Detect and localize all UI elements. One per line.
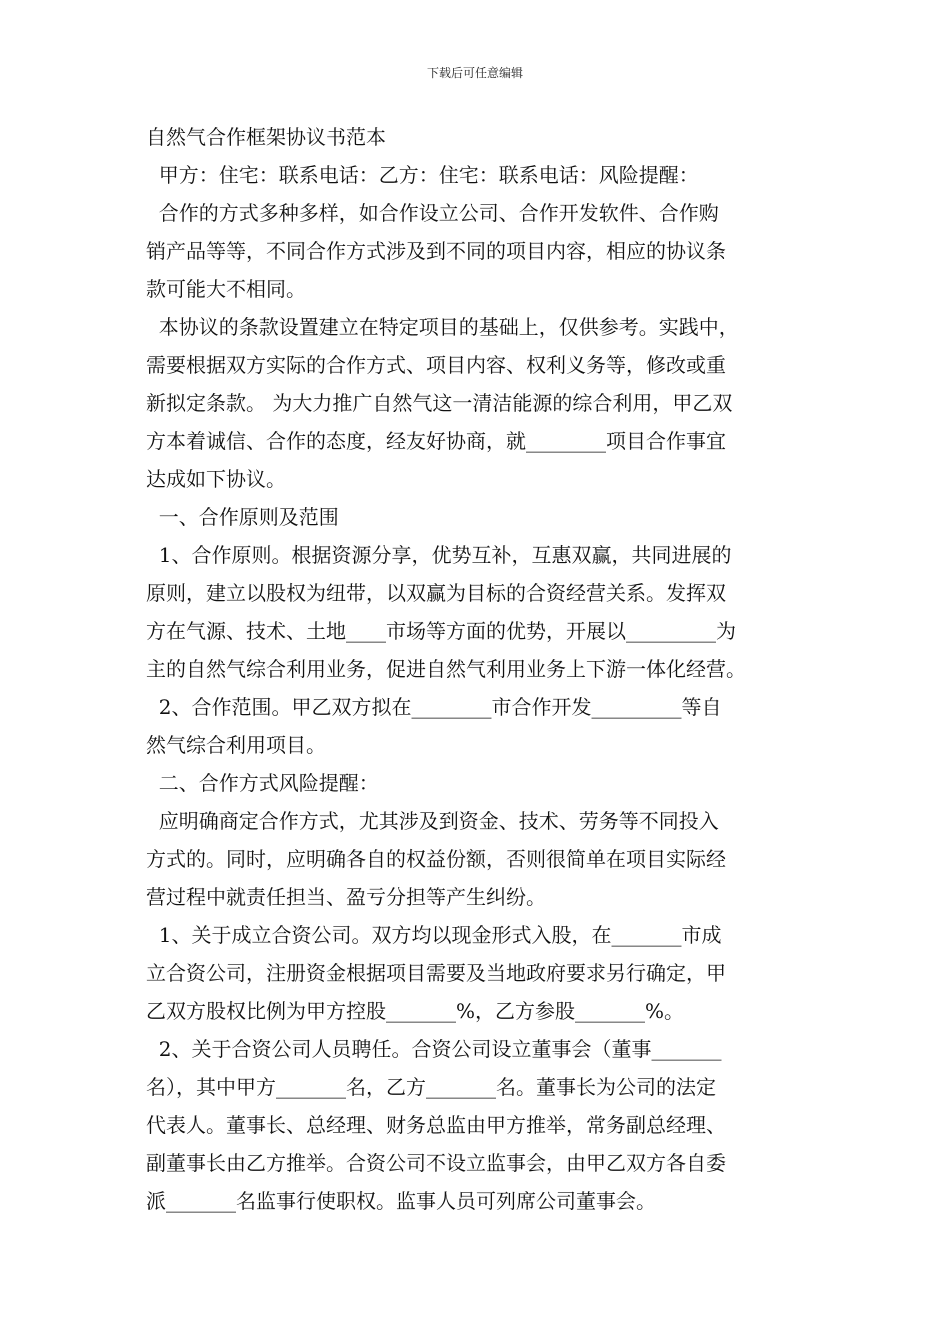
body-line: 立合资公司，注册资金根据项目需要及当地政府要求另行确定，甲 [146, 961, 726, 985]
body-line: 然气综合利用项目。 [146, 733, 326, 757]
body-line: 需要根据双方实际的合作方式、项目内容、权利义务等，修改或重 [146, 353, 726, 377]
body-line: 新拟定条款。 为大力推广自然气这一清洁能源的综合利用，甲乙双 [146, 391, 733, 415]
body-line: 1、关于成立合资公司。双方均以现金形式入股，在_______市成 [146, 923, 722, 947]
body-line: 方式的。同时，应明确各自的权益份额，否则很简单在项目实际经 [146, 847, 726, 871]
body-line: 代表人。董事长、总经理、财务总监由甲方推举，常务副总经理、 [146, 1113, 726, 1137]
document-title: 自然气合作框架协议书范本 [146, 125, 386, 149]
body-line: 款可能大不相同。 [146, 277, 306, 301]
body-line: 派_______名监事行使职权。监事人员可列席公司董事会。 [146, 1189, 656, 1213]
body-line: 方在气源、技术、土地____市场等方面的优势，开展以_________为 [146, 619, 736, 643]
body-line: 原则，建立以股权为纽带，以双赢为目标的合资经营关系。发挥双 [146, 581, 726, 605]
body-line: 主的自然气综合利用业务，促进自然气利用业务上下游一体化经营。 [146, 657, 746, 681]
body-line: 名），其中甲方_______名，乙方_______名。董事长为公司的法定 [146, 1075, 716, 1099]
body-line: 副董事长由乙方推举。合资公司不设立监事会，由甲乙双方各自委 [146, 1151, 726, 1175]
section-heading: 一、合作原则及范围 [146, 505, 339, 529]
body-line: 2、合作范围。甲乙双方拟在________市合作开发_________等自 [146, 695, 722, 719]
body-line: 销产品等等，不同合作方式涉及到不同的项目内容，相应的协议条 [146, 239, 726, 263]
body-line: 合作的方式多种多样，如合作设立公司、合作开发软件、合作购 [146, 201, 719, 225]
page-header: 下载后可任意编辑 [426, 66, 523, 80]
body-line: 乙双方股权比例为甲方控股_______%，乙方参股_______%。 [146, 999, 685, 1023]
body-line: 本协议的条款设置建立在特定项目的基础上，仅供参考。实践中， [146, 315, 739, 339]
body-line: 营过程中就责任担当、盈亏分担等产生纠纷。 [146, 885, 546, 909]
document-body [146, 118, 808, 1220]
body-line: 方本着诚信、合作的态度，经友好协商，就________项目合作事宜 [146, 429, 726, 453]
body-line: 1、合作原则。根据资源分享，优势互补，互惠双赢，共同进展的 [146, 543, 732, 567]
section-heading: 二、合作方式风险提醒： [146, 771, 379, 795]
party-info-line: 甲方：住宅：联系电话：乙方：住宅：联系电话：风险提醒： [146, 163, 699, 187]
body-line: 2、关于合资公司人员聘任。合资公司设立董事会（董事_______ [146, 1037, 722, 1061]
body-line: 应明确商定合作方式，尤其涉及到资金、技术、劳务等不同投入 [146, 809, 719, 833]
body-line: 达成如下协议。 [146, 467, 286, 491]
